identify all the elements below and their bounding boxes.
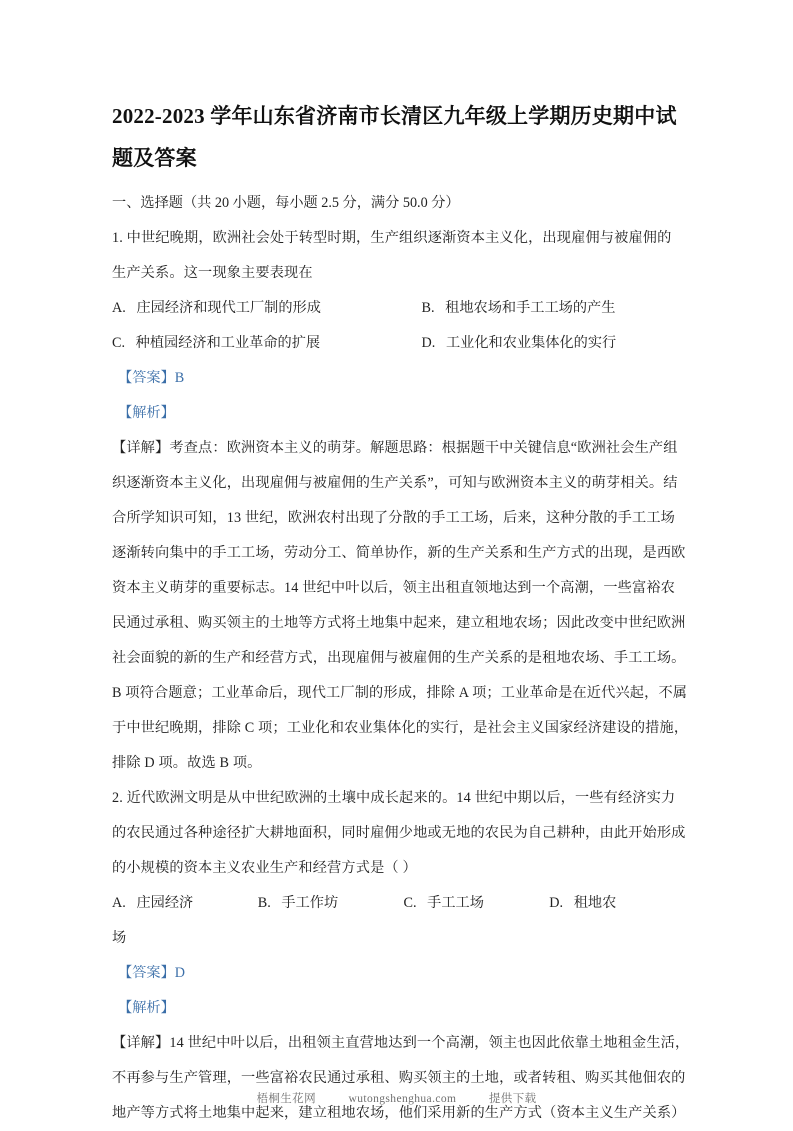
answer-marker: 【答案】 bbox=[118, 965, 175, 981]
section-heading: 一、选择题（共 20 小题，每小题 2.5 分，满分 50.0 分） bbox=[112, 195, 460, 211]
question-2-option-a[interactable] bbox=[112, 886, 258, 921]
question-1-options-row-1 bbox=[112, 291, 695, 326]
detail-line: 资本主义萌芽的重要标志。14 世纪中叶以后，领主出租直领地达到一个高潮，一些富裕农 bbox=[112, 580, 676, 596]
detail-line: 【详解】14 世纪中叶以后，出租领主直营地达到一个高潮，领主也因此依靠土地租金生活， bbox=[112, 1035, 690, 1051]
question-2-stem-line-3: 的小规模的资本主义农业生产和经营方式是（ ） bbox=[112, 860, 417, 876]
option-a-label: A. bbox=[112, 895, 126, 911]
option-d-text: 租地农 bbox=[573, 895, 617, 911]
detail-line: 社会面貌的新的生产和经营方式，出现雇佣与被雇佣的生产关系的是租地农场、手工工场。 bbox=[112, 650, 686, 666]
question-1 bbox=[112, 221, 695, 781]
detail-line: 民通过承租、购买领主的土地等方式将土地集中起来，建立租地农场；因此改变中世纪欧洲 bbox=[112, 615, 686, 631]
question-1-analysis-marker: 【解析】 bbox=[118, 405, 175, 421]
detail-line: 地产等方式将土地集中起来，建立租地农场，他们采用新的生产方式（资本主义生产关系） bbox=[112, 1105, 686, 1121]
page-footer bbox=[0, 1090, 793, 1106]
option-b-label: B. bbox=[257, 895, 271, 911]
option-c-text: 种植园经济和工业革命的扩展 bbox=[135, 335, 321, 351]
option-c-label: C. bbox=[403, 895, 417, 911]
question-2 bbox=[112, 781, 695, 1131]
question-2-option-d[interactable] bbox=[549, 886, 695, 921]
question-1-answer-line bbox=[112, 361, 695, 396]
question-1-detail bbox=[112, 431, 695, 781]
footer-note: 提供下载 bbox=[488, 1093, 537, 1105]
option-a-text: 庄园经济和现代工厂制的形成 bbox=[136, 300, 321, 316]
detail-line: 不再参与生产管理，一些富裕农民通过承租、购买领主的土地，或者转租、购买其他佃农的 bbox=[112, 1070, 686, 1086]
question-2-stem-line-2: 的农民通过各种途径扩大耕地面积，同时雇佣少地或无地的农民为自己耕种，由此开始形成 bbox=[112, 825, 686, 841]
question-1-option-a[interactable] bbox=[112, 291, 404, 326]
answer-marker: 【答案】 bbox=[118, 370, 175, 386]
option-d-label: D. bbox=[421, 335, 436, 351]
option-b-text: 租地农场和手工工场的产生 bbox=[445, 300, 616, 316]
detail-line: B 项符合题意；工业革命后，现代工厂制的形成，排除 A 项；工业革命是在近代兴起，不属 bbox=[112, 685, 688, 701]
question-2-option-b[interactable] bbox=[258, 886, 404, 921]
question-1-stem-line-1: 1. 中世纪晚期，欧洲社会处于转型时期，生产组织逐渐资本主义化，出现雇佣与被雇佣的 bbox=[112, 230, 672, 246]
footer-site-url: wutongshenghua.com bbox=[348, 1093, 457, 1105]
question-2-option-overflow: 场 bbox=[112, 930, 127, 946]
option-c-text: 手工工场 bbox=[427, 895, 484, 911]
question-2-answer-line bbox=[112, 956, 695, 991]
question-1-option-c[interactable] bbox=[112, 326, 404, 361]
answer-value: D bbox=[174, 965, 186, 981]
option-d-text: 工业化和农业集体化的实行 bbox=[445, 335, 617, 351]
option-d-label: D. bbox=[549, 895, 564, 911]
option-b-label: B. bbox=[421, 300, 435, 316]
detail-line: 【详解】考查点：欧洲资本主义的萌芽。解题思路：根据题干中关键信息“欧洲社会生产组 bbox=[112, 440, 678, 456]
detail-line: 合所学知识可知，13 世纪，欧洲农村出现了分散的手工工场，后来，这种分散的手工工场 bbox=[112, 510, 676, 526]
question-1-option-b[interactable] bbox=[404, 291, 696, 326]
question-2-options-row bbox=[112, 886, 695, 921]
detail-line: 织逐渐资本主义化，出现雇佣与被雇佣的生产关系”，可知与欧洲资本主义的萌芽相关。结 bbox=[112, 475, 678, 491]
footer-site-name: 梧桐生花网 bbox=[256, 1093, 316, 1105]
option-a-text: 庄园经济 bbox=[136, 895, 194, 911]
option-b-text: 手工作坊 bbox=[281, 895, 339, 911]
question-2-stem-line-1: 2. 近代欧洲文明是从中世纪欧洲的土壤中成长起来的。14 世纪中期以后，一些有经济实力 bbox=[112, 790, 676, 806]
question-2-analysis-marker: 【解析】 bbox=[118, 1000, 175, 1016]
question-2-option-c[interactable] bbox=[404, 886, 550, 921]
question-1-option-d[interactable] bbox=[404, 326, 696, 361]
question-1-stem-line-2: 生产关系。这一现象主要表现在 bbox=[112, 265, 313, 281]
detail-line: 排除 D 项。故选 B 项。 bbox=[112, 755, 262, 771]
detail-line: 于中世纪晚期，排除 C 项；工业化和农业集体化的实行，是社会主义国家经济建设的措施， bbox=[112, 720, 689, 736]
page-title: 2022-2023 学年山东省济南市长清区九年级上学期历史期中试题及答案 bbox=[112, 104, 677, 170]
question-1-options-row-2 bbox=[112, 326, 695, 361]
option-c-label: C. bbox=[112, 335, 126, 351]
answer-value: B bbox=[174, 370, 185, 386]
option-a-label: A. bbox=[112, 300, 126, 316]
question-2-detail bbox=[112, 1026, 695, 1131]
detail-line: 逐渐转向集中的手工工场，劳动分工、简单协作，新的生产关系和生产方式的出现，是西欧 bbox=[112, 545, 686, 561]
